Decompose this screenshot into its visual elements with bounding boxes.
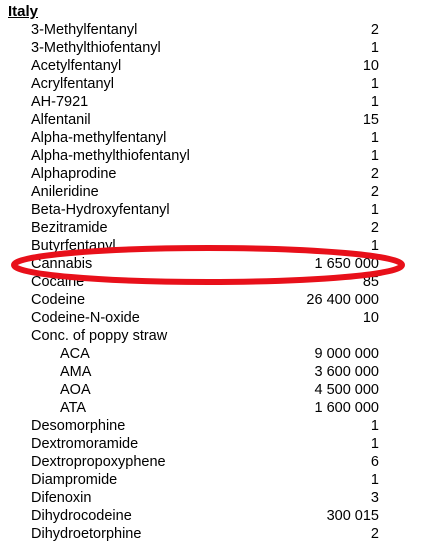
table-row [0, 453, 426, 471]
substance-name: Dextromoramide [31, 436, 139, 452]
substance-name: Diampromide [31, 472, 118, 488]
substance-value: 15 [362, 112, 379, 128]
substance-name: 3-Methylthiofentanyl [31, 40, 161, 56]
substance-value: 10 [362, 310, 379, 326]
table-row [0, 399, 426, 417]
country-heading: Italy [8, 3, 39, 20]
substance-name: AH-7921 [31, 94, 89, 110]
substance-value: 1 [370, 238, 379, 254]
table-row [0, 237, 426, 255]
substance-value: 2 [370, 526, 379, 542]
table-row [0, 309, 426, 327]
table-row [0, 417, 426, 435]
table-row [0, 435, 426, 453]
table-row [0, 165, 426, 183]
substance-name: Difenoxin [31, 490, 92, 506]
substance-name: Alfentanil [31, 112, 91, 128]
substance-value: 2 [370, 22, 379, 38]
table-row [0, 381, 426, 399]
substance-name: Butyrfentanyl [31, 238, 116, 254]
substance-value: 2 [370, 220, 379, 236]
substance-value: 1 [370, 202, 379, 218]
substance-name: Acrylfentanyl [31, 76, 115, 92]
substance-name: Conc. of poppy straw [31, 328, 168, 344]
substance-value: 300 015 [326, 508, 379, 524]
substance-name: Codeine-N-oxide [31, 310, 140, 326]
substance-name: Alphaprodine [31, 166, 117, 182]
substance-value: 2 [370, 166, 379, 182]
table-row [0, 507, 426, 525]
substance-name: ATA [60, 400, 87, 416]
table-row [0, 57, 426, 75]
table-row [0, 345, 426, 363]
substance-value: 1 [370, 418, 379, 434]
substance-value: 1 650 000 [314, 256, 379, 272]
substance-name: Dextropropoxyphene [31, 454, 166, 470]
table-row [0, 363, 426, 381]
table-row [0, 111, 426, 129]
substance-value: 85 [362, 274, 379, 290]
substance-name: Codeine [31, 292, 86, 308]
table-row [0, 291, 426, 309]
substance-value: 1 [370, 76, 379, 92]
substance-name: Dihydroetorphine [31, 526, 142, 542]
substance-value: 3 600 000 [314, 364, 379, 380]
substance-name: Beta-Hydroxyfentanyl [31, 202, 170, 218]
substance-value: 1 [370, 40, 379, 56]
substance-value: 10 [362, 58, 379, 74]
table-row [0, 255, 426, 273]
substance-value: 1 [370, 436, 379, 452]
substance-value: 1 [370, 148, 379, 164]
substance-name: Dihydrocodeine [31, 508, 132, 524]
table-row [0, 489, 426, 507]
substance-value: 9 000 000 [314, 346, 379, 362]
substance-list [0, 21, 426, 543]
table-row [0, 129, 426, 147]
table-row [0, 39, 426, 57]
table-row [0, 273, 426, 291]
substance-value: 1 600 000 [314, 400, 379, 416]
substance-name: Bezitramide [31, 220, 108, 236]
substance-name: Acetylfentanyl [31, 58, 122, 74]
table-row [0, 21, 426, 39]
substance-value: 1 [370, 130, 379, 146]
substance-name: Anileridine [31, 184, 99, 200]
substance-name: Cannabis [31, 256, 93, 272]
table-row [0, 201, 426, 219]
substance-name: Desomorphine [31, 418, 126, 434]
substance-name: AMA [60, 364, 92, 380]
table-row [0, 147, 426, 165]
substance-name: Alpha-methylfentanyl [31, 130, 167, 146]
substance-name: Cocaine [31, 274, 85, 290]
table-row [0, 75, 426, 93]
table-row [0, 327, 426, 345]
table-row [0, 93, 426, 111]
substance-value: 4 500 000 [314, 382, 379, 398]
substance-name: AOA [60, 382, 91, 398]
substance-value: 26 400 000 [306, 292, 379, 308]
substance-value: 3 [370, 490, 379, 506]
table-row [0, 471, 426, 489]
substance-name: Alpha-methylthiofentanyl [31, 148, 190, 164]
substance-name: 3-Methylfentanyl [31, 22, 138, 38]
table-row [0, 525, 426, 543]
substance-value: 1 [370, 94, 379, 110]
table-row [0, 219, 426, 237]
table-row [0, 183, 426, 201]
substance-value: 2 [370, 184, 379, 200]
substance-value: 6 [370, 454, 379, 470]
substance-name: ACA [60, 346, 90, 362]
substance-value: 1 [370, 472, 379, 488]
